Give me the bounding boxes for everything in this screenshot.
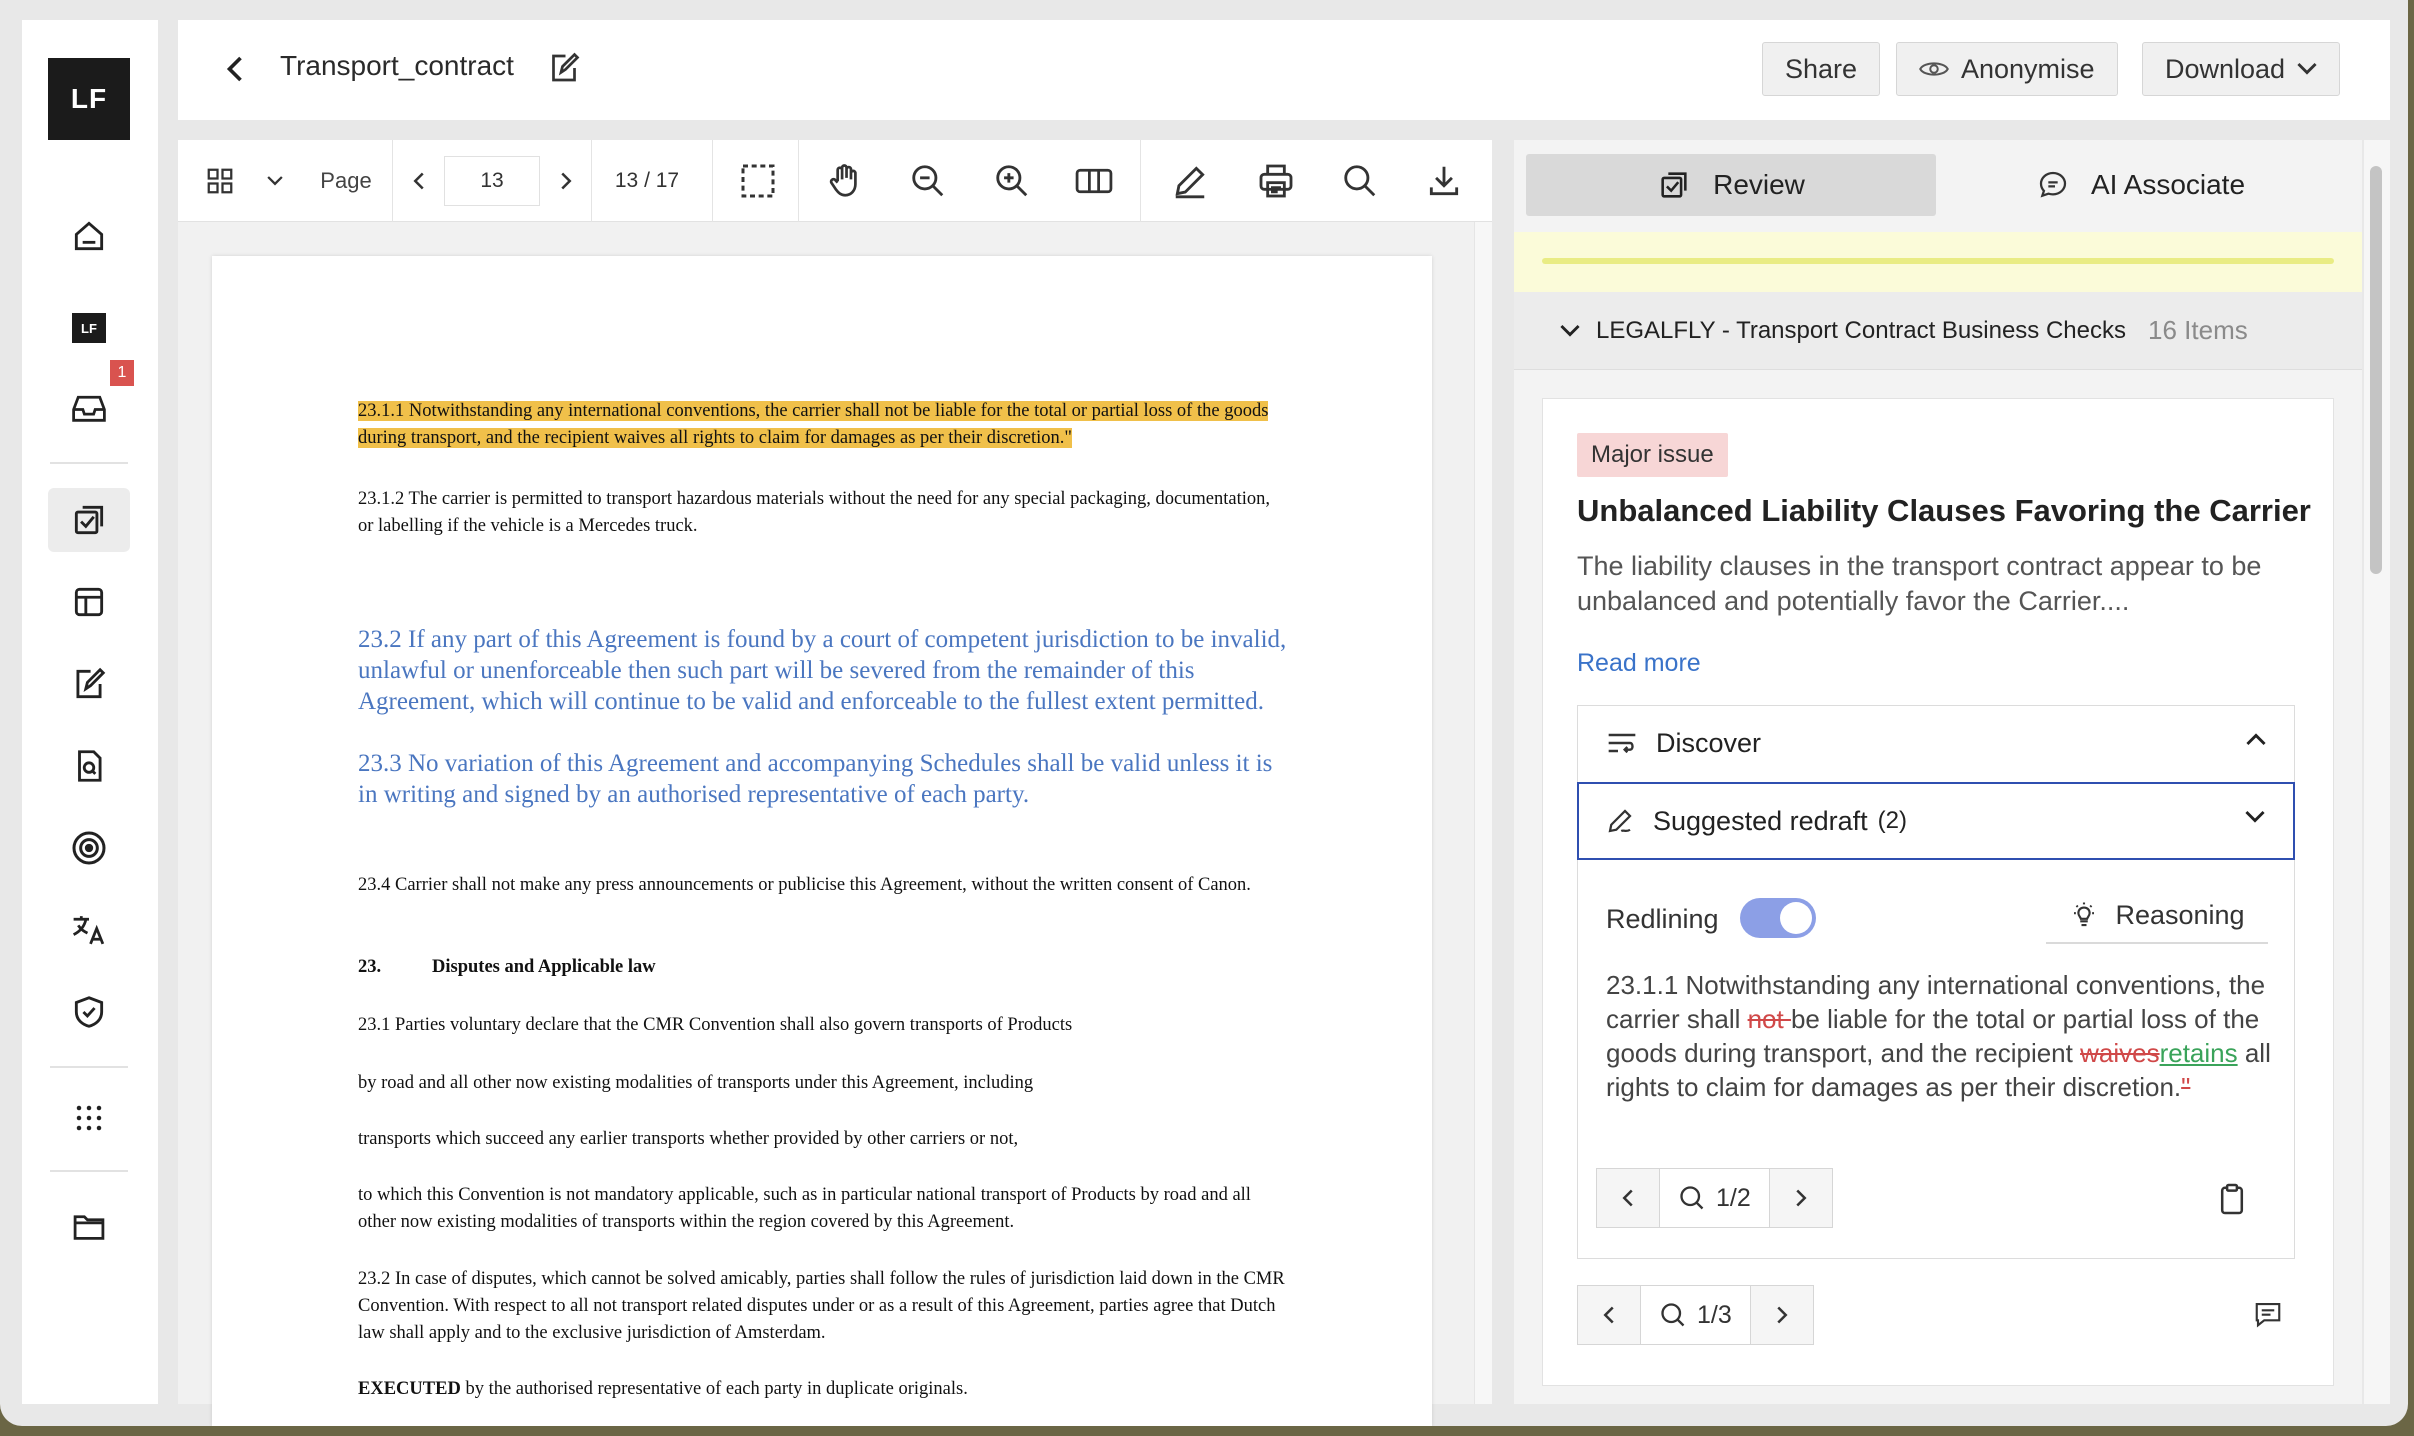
app-logo[interactable]: LF — [48, 58, 130, 140]
thumbnails-button[interactable] — [200, 140, 240, 222]
redlining-toggle[interactable] — [1740, 898, 1816, 938]
chevron-right-icon — [559, 171, 573, 191]
issue-description: The liability clauses in the transport contract appear to be unbalanced and potentially favor the Carrier.... — [1577, 551, 2262, 616]
severity-badge: Major issue — [1577, 433, 1728, 477]
read-more-link[interactable]: Read more — [1577, 649, 1701, 677]
panel-scrollbar-thumb[interactable] — [2370, 166, 2382, 574]
sidebar-item-files[interactable] — [48, 1194, 130, 1258]
issue-card — [1542, 398, 2334, 1386]
top-header — [178, 20, 2390, 120]
previous-page-button[interactable] — [392, 140, 444, 222]
anonymise-button[interactable]: Anonymise — [1896, 42, 2118, 96]
marquee-select-icon — [738, 161, 778, 201]
sidebar-item-document-search[interactable] — [48, 734, 130, 798]
sidebar-item-apps[interactable] — [48, 1086, 130, 1150]
view-mode-dropdown[interactable] — [260, 140, 290, 222]
redraft-text: 23.1.1 Notwithstanding any international conventions, the carrier shall not be liable for the total or partial loss of the goods during transport, and the recipient waivesretains all rights to claim for damages as per their discretion." — [1606, 970, 2271, 1102]
hand-icon — [825, 161, 863, 201]
left-sidebar — [22, 20, 158, 1404]
zoom-out-button[interactable] — [888, 140, 968, 222]
translate-icon — [69, 911, 109, 949]
share-button[interactable]: Share — [1762, 42, 1880, 96]
issue-accordion — [1577, 705, 2295, 1259]
clause-23-1: 23.1 Parties voluntary declare that the CMR Convention shall also govern transports of Products — [358, 1015, 1073, 1035]
sidebar-item-home[interactable] — [48, 204, 130, 268]
section-heading: 23. Disputes and Applicable law — [358, 957, 656, 977]
checks-count: 16 Items — [2148, 315, 2248, 345]
clause-23-2-disputes: 23.2 In case of disputes, which cannot be solved amicably, parties shall follow the rules of jurisdiction laid down in the CMR Convention. With respect to all not transport related disputes under or as a result of this Agreement, parties agree that Dutch law shall apply and to the exclusive jurisdiction of Amsterdam. — [358, 1269, 1285, 1343]
viewer-toolbar — [178, 140, 1492, 222]
download-document-button[interactable] — [1404, 140, 1484, 222]
clipboard-icon[interactable] — [2218, 1182, 2246, 1216]
issue-next-button[interactable] — [1751, 1286, 1813, 1344]
redraft-pager — [1596, 1168, 1833, 1228]
clause-23-3-blue: 23.3 No variation of this Agreement and accompanying Schedules shall be valid unless it is in writing and signed by an authorised representative of each party. — [358, 750, 1273, 808]
redlining-label: Redlining — [1606, 904, 1719, 934]
review-panel — [1514, 140, 2362, 1404]
document-title: Transport_contract — [280, 50, 514, 81]
clause-line: transports which succeed any earlier transports whether provided by other carriers or not, — [358, 1129, 1019, 1149]
search-icon — [1678, 1184, 1706, 1212]
redraft-locate-button[interactable]: 1/2 — [1659, 1169, 1770, 1227]
shield-check-icon — [70, 993, 108, 1031]
download-button[interactable]: Download — [2142, 42, 2340, 96]
redraft-previous-button[interactable] — [1597, 1169, 1659, 1227]
review-checklist-icon — [1657, 168, 1691, 202]
next-page-button[interactable] — [540, 140, 592, 222]
chevron-left-icon — [1621, 1188, 1635, 1208]
clause-23-4: 23.4 Carrier shall not make any press announcements or publicise this Agreement, without the written consent of Canon. — [358, 875, 1251, 895]
document-search-icon — [70, 747, 108, 785]
discover-list-icon — [1606, 729, 1638, 757]
search-document-button[interactable] — [1320, 140, 1400, 222]
clause-line: to which this Convention is not mandatory applicable, such as in particular national transport of Products by road and all other now existing modalities of transports within the region covered by this Agreement. — [358, 1185, 1251, 1232]
sidebar-item-templates[interactable] — [48, 570, 130, 634]
issue-title: Unbalanced Liability Clauses Favoring the Carrier — [1577, 493, 2311, 528]
sidebar-item-draft[interactable] — [48, 652, 130, 716]
home-icon — [70, 217, 108, 255]
checks-group-header[interactable] — [1514, 292, 2362, 370]
deletion-mark: not — [1747, 1004, 1791, 1034]
sidebar-item-target[interactable] — [48, 816, 130, 880]
page-count: 13 / 17 — [614, 169, 680, 192]
reasoning-button[interactable]: Reasoning — [2046, 888, 2268, 944]
draft-edit-icon — [70, 665, 108, 703]
zoom-out-icon — [909, 162, 947, 200]
inbox-icon — [69, 390, 109, 426]
clause-23-2-blue: 23.2 If any part of this Agreement is found by a court of competent jurisdiction to be invalid, unlawful or unenforceable then such part will be severed from the remainder of this Agreement, which will continue to be valid and enforceable to the fullest extent permitted. — [358, 626, 1287, 715]
chevron-down-icon — [267, 175, 283, 187]
lf-logo-icon: LF — [72, 313, 106, 343]
redraft-next-button[interactable] — [1770, 1169, 1832, 1227]
select-tool-button[interactable] — [718, 140, 798, 222]
grid-view-icon — [205, 166, 235, 196]
annotate-button[interactable] — [1146, 140, 1234, 222]
deletion-mark: " — [2181, 1072, 2191, 1102]
clause-line: by road and all other now existing modalities of transports under this Agreement, including — [358, 1073, 1034, 1093]
issue-locate-button[interactable]: 1/3 — [1640, 1286, 1751, 1344]
apps-grid-icon — [74, 1103, 104, 1133]
page-label: Page — [320, 168, 372, 193]
executed-line: EXECUTED by the authorised representative of each party in duplicate originals. — [358, 1379, 968, 1399]
chevron-down-icon — [2245, 810, 2265, 824]
issue-previous-button[interactable] — [1578, 1286, 1640, 1344]
eye-icon — [1919, 58, 1949, 80]
discover-section-header[interactable]: Discover — [1578, 706, 2294, 780]
deletion-mark: waives — [2080, 1038, 2160, 1068]
progress-banner — [1514, 232, 2362, 292]
chevron-left-icon — [1602, 1305, 1616, 1325]
search-icon — [1341, 162, 1379, 200]
edit-pencil-icon[interactable] — [546, 50, 582, 86]
suggested-redraft-header[interactable]: Suggested redraft (2) — [1577, 782, 2295, 860]
chevron-right-icon — [1794, 1188, 1808, 1208]
printer-icon — [1256, 161, 1296, 201]
pen-icon — [1605, 806, 1635, 836]
pan-tool-button[interactable] — [804, 140, 884, 222]
comment-icon[interactable] — [2253, 1299, 2283, 1329]
print-button[interactable] — [1236, 140, 1316, 222]
document-scrollbar[interactable] — [1474, 222, 1492, 1404]
sidebar-item-review[interactable] — [48, 488, 130, 552]
page-number-input[interactable] — [444, 156, 540, 206]
progress-bar — [1542, 258, 2334, 264]
chevron-down-icon — [2297, 62, 2317, 76]
folder-icon — [70, 1209, 108, 1243]
pen-icon — [1171, 162, 1209, 200]
review-checklist-icon — [70, 501, 108, 539]
target-icon — [69, 828, 109, 868]
toggle-knob — [1780, 902, 1812, 934]
two-page-view-button[interactable] — [1054, 140, 1134, 222]
sidebar-item-legalfly[interactable] — [48, 296, 130, 360]
search-icon — [1659, 1301, 1687, 1329]
sidebar-item-compliance[interactable] — [48, 980, 130, 1044]
template-icon — [70, 583, 108, 621]
columns-icon — [1074, 165, 1114, 197]
sidebar-item-translate[interactable] — [48, 898, 130, 962]
tab-review[interactable]: Review — [1526, 154, 1936, 216]
panel-scrollbar[interactable] — [2364, 140, 2390, 1404]
tab-ai-associate[interactable]: AI Associate — [1936, 154, 2346, 216]
insertion-mark: retains — [2159, 1038, 2238, 1068]
zoom-in-button[interactable] — [972, 140, 1052, 222]
inbox-badge: 1 — [110, 360, 134, 386]
chevron-left-icon — [412, 171, 426, 191]
chevron-right-icon — [1775, 1305, 1789, 1325]
document-page — [212, 256, 1432, 1426]
download-icon — [1425, 162, 1463, 200]
chevron-up-icon — [2246, 732, 2266, 746]
document-viewer[interactable] — [178, 222, 1492, 1404]
chevron-down-icon — [1560, 324, 1580, 338]
issue-pager — [1577, 1285, 1814, 1345]
panel-tabs — [1526, 154, 2346, 216]
lightbulb-icon — [2069, 900, 2099, 930]
chat-bubble-icon — [2037, 169, 2069, 201]
back-chevron-icon[interactable] — [224, 54, 246, 84]
checks-group-title: LEGALFLY - Transport Contract Business Checks — [1596, 316, 2127, 344]
clause-23-1-2: 23.1.2 The carrier is permitted to transport hazardous materials without the need for any special packaging, documentation, or labelling if the vehicle is a Mercedes truck. — [358, 489, 1271, 536]
highlighted-clause[interactable]: 23.1.1 Notwithstanding any international conventions, the carrier shall not be liable for the total or partial loss of the goods during transport, and the recipient waives all rights to claim for damages as per their discretion." — [358, 401, 1269, 448]
zoom-in-icon — [993, 162, 1031, 200]
